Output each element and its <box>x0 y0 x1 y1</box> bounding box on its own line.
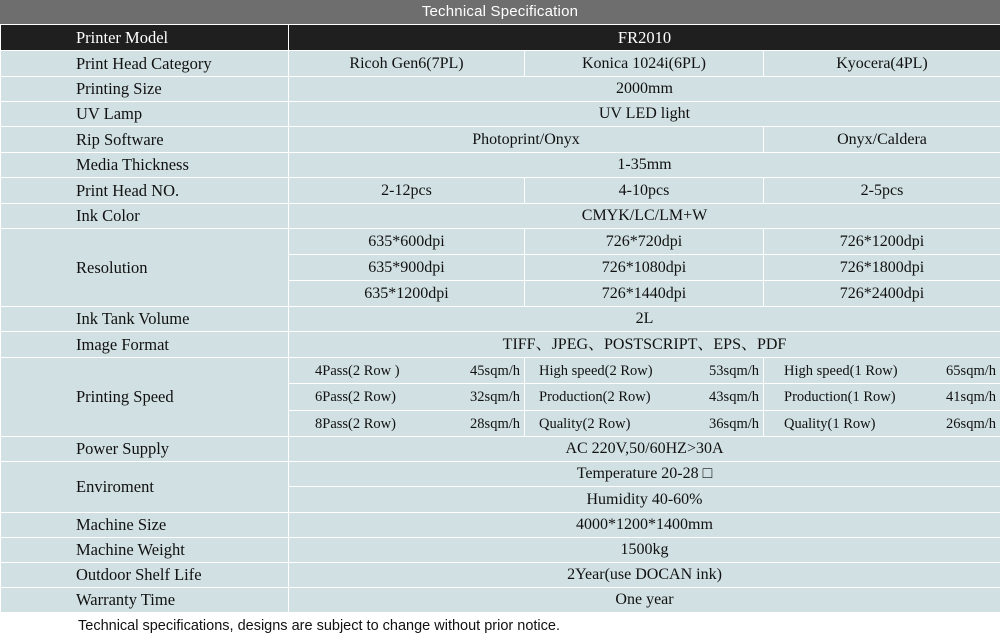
row-outdoor-shelf-life <box>1 563 1000 588</box>
warranty-time-label: Warranty Time <box>1 588 289 613</box>
speed-mode: Quality(1 Row) <box>784 415 876 432</box>
resolution-cell: 635*600dpi <box>289 229 525 255</box>
row-environment-temperature <box>1 462 1000 487</box>
row-printing-speed-1 <box>1 358 1000 384</box>
speed-value: 65sqm/h <box>946 362 996 379</box>
printing-size-label: Printing Size <box>1 77 289 102</box>
resolution-cell: 726*720dpi <box>525 229 764 255</box>
machine-size-value: 4000*1200*1400mm <box>289 513 1000 538</box>
speed-mode: Production(1 Row) <box>784 389 896 405</box>
printing-speed-cell <box>525 358 764 384</box>
resolution-cell: 726*1440dpi <box>525 281 764 307</box>
print-head-category-ricoh: Ricoh Gen6(7PL) <box>289 51 525 77</box>
power-supply-value: AC 220V,50/60HZ>30A <box>289 437 1000 462</box>
ink-color-label: Ink Color <box>1 204 289 229</box>
speed-value: 43sqm/h <box>709 389 759 405</box>
resolution-label: Resolution <box>1 229 289 307</box>
row-machine-weight <box>1 538 1000 563</box>
print-head-category-konica: Konica 1024i(6PL) <box>525 51 764 77</box>
printer-model-value: FR2010 <box>289 25 1000 51</box>
speed-mode: 6Pass(2 Row) <box>315 389 396 405</box>
uv-lamp-label: UV Lamp <box>1 102 289 127</box>
rip-software-photoprint: Photoprint/Onyx <box>289 127 764 153</box>
printing-size-value: 2000mm <box>289 77 1000 102</box>
ink-tank-volume-value: 2L <box>289 307 1000 332</box>
speed-mode: 8Pass(2 Row) <box>315 415 396 432</box>
speed-mode: Production(2 Row) <box>539 389 651 405</box>
speed-value: 28sqm/h <box>470 415 520 432</box>
media-thickness-value: 1-35mm <box>289 153 1000 178</box>
outdoor-shelf-life-value: 2Year(use DOCAN ink) <box>289 563 1000 588</box>
printing-speed-cell <box>525 411 764 437</box>
power-supply-label: Power Supply <box>1 437 289 462</box>
speed-value: 53sqm/h <box>709 362 759 379</box>
speed-value: 26sqm/h <box>946 415 996 432</box>
printing-speed-cell <box>289 411 525 437</box>
row-machine-size <box>1 513 1000 538</box>
environment-temperature: Temperature 20-28 □ <box>289 462 1000 487</box>
machine-weight-value: 1500kg <box>289 538 1000 563</box>
speed-value: 36sqm/h <box>709 415 759 432</box>
row-printing-size <box>1 77 1000 102</box>
resolution-cell: 726*1080dpi <box>525 255 764 281</box>
table-title: Technical Specification <box>0 0 1000 24</box>
speed-mode: 4Pass(2 Row ) <box>315 362 400 379</box>
printing-speed-cell <box>525 384 764 411</box>
printing-speed-label: Printing Speed <box>1 358 289 437</box>
print-head-category-label: Print Head Category <box>1 51 289 77</box>
row-warranty-time <box>1 588 1000 613</box>
printing-speed-cell <box>764 411 1000 437</box>
resolution-cell: 726*1800dpi <box>764 255 1000 281</box>
environment-label: Enviroment <box>1 462 289 513</box>
image-format-value: TIFF、JPEG、POSTSCRIPT、EPS、PDF <box>289 332 1000 358</box>
printer-model-label: Printer Model <box>1 25 289 51</box>
print-head-category-kyocera: Kyocera(4PL) <box>764 51 1000 77</box>
machine-size-label: Machine Size <box>1 513 289 538</box>
image-format-label: Image Format <box>1 332 289 358</box>
speed-value: 41sqm/h <box>946 389 996 405</box>
speed-mode: High speed(2 Row) <box>539 362 653 379</box>
row-media-thickness <box>1 153 1000 178</box>
media-thickness-label: Media Thickness <box>1 153 289 178</box>
speed-mode: Quality(2 Row) <box>539 415 631 432</box>
machine-weight-label: Machine Weight <box>1 538 289 563</box>
spec-table <box>0 24 1000 613</box>
row-print-head-no <box>1 178 1000 204</box>
print-head-no-konica: 4-10pcs <box>525 178 764 204</box>
print-head-no-kyocera: 2-5pcs <box>764 178 1000 204</box>
row-rip-software <box>1 127 1000 153</box>
print-head-no-ricoh: 2-12pcs <box>289 178 525 204</box>
warranty-time-value: One year <box>289 588 1000 613</box>
printing-speed-cell <box>764 358 1000 384</box>
resolution-cell: 635*1200dpi <box>289 281 525 307</box>
resolution-cell: 635*900dpi <box>289 255 525 281</box>
outdoor-shelf-life-label: Outdoor Shelf Life <box>1 563 289 588</box>
row-print-head-category <box>1 51 1000 77</box>
rip-software-label: Rip Software <box>1 127 289 153</box>
resolution-cell: 726*2400dpi <box>764 281 1000 307</box>
row-power-supply <box>1 437 1000 462</box>
uv-lamp-value: UV LED light <box>289 102 1000 127</box>
printing-speed-cell <box>289 358 525 384</box>
print-head-no-label: Print Head NO. <box>1 178 289 204</box>
printing-speed-cell <box>764 384 1000 411</box>
footnote: Technical specifications, designs are subject to change without prior notice. <box>78 618 560 634</box>
ink-color-value: CMYK/LC/LM+W <box>289 204 1000 229</box>
speed-mode: High speed(1 Row) <box>784 362 898 379</box>
row-resolution-1 <box>1 229 1000 255</box>
row-ink-color <box>1 204 1000 229</box>
printing-speed-cell <box>289 384 525 411</box>
rip-software-onyx: Onyx/Caldera <box>764 127 1000 153</box>
row-image-format <box>1 332 1000 358</box>
environment-humidity: Humidity 40-60% <box>289 487 1000 513</box>
speed-value: 45sqm/h <box>470 362 520 379</box>
row-uv-lamp <box>1 102 1000 127</box>
row-ink-tank-volume <box>1 307 1000 332</box>
ink-tank-volume-label: Ink Tank Volume <box>1 307 289 332</box>
resolution-cell: 726*1200dpi <box>764 229 1000 255</box>
speed-value: 32sqm/h <box>470 389 520 405</box>
row-printer-model <box>1 25 1000 51</box>
